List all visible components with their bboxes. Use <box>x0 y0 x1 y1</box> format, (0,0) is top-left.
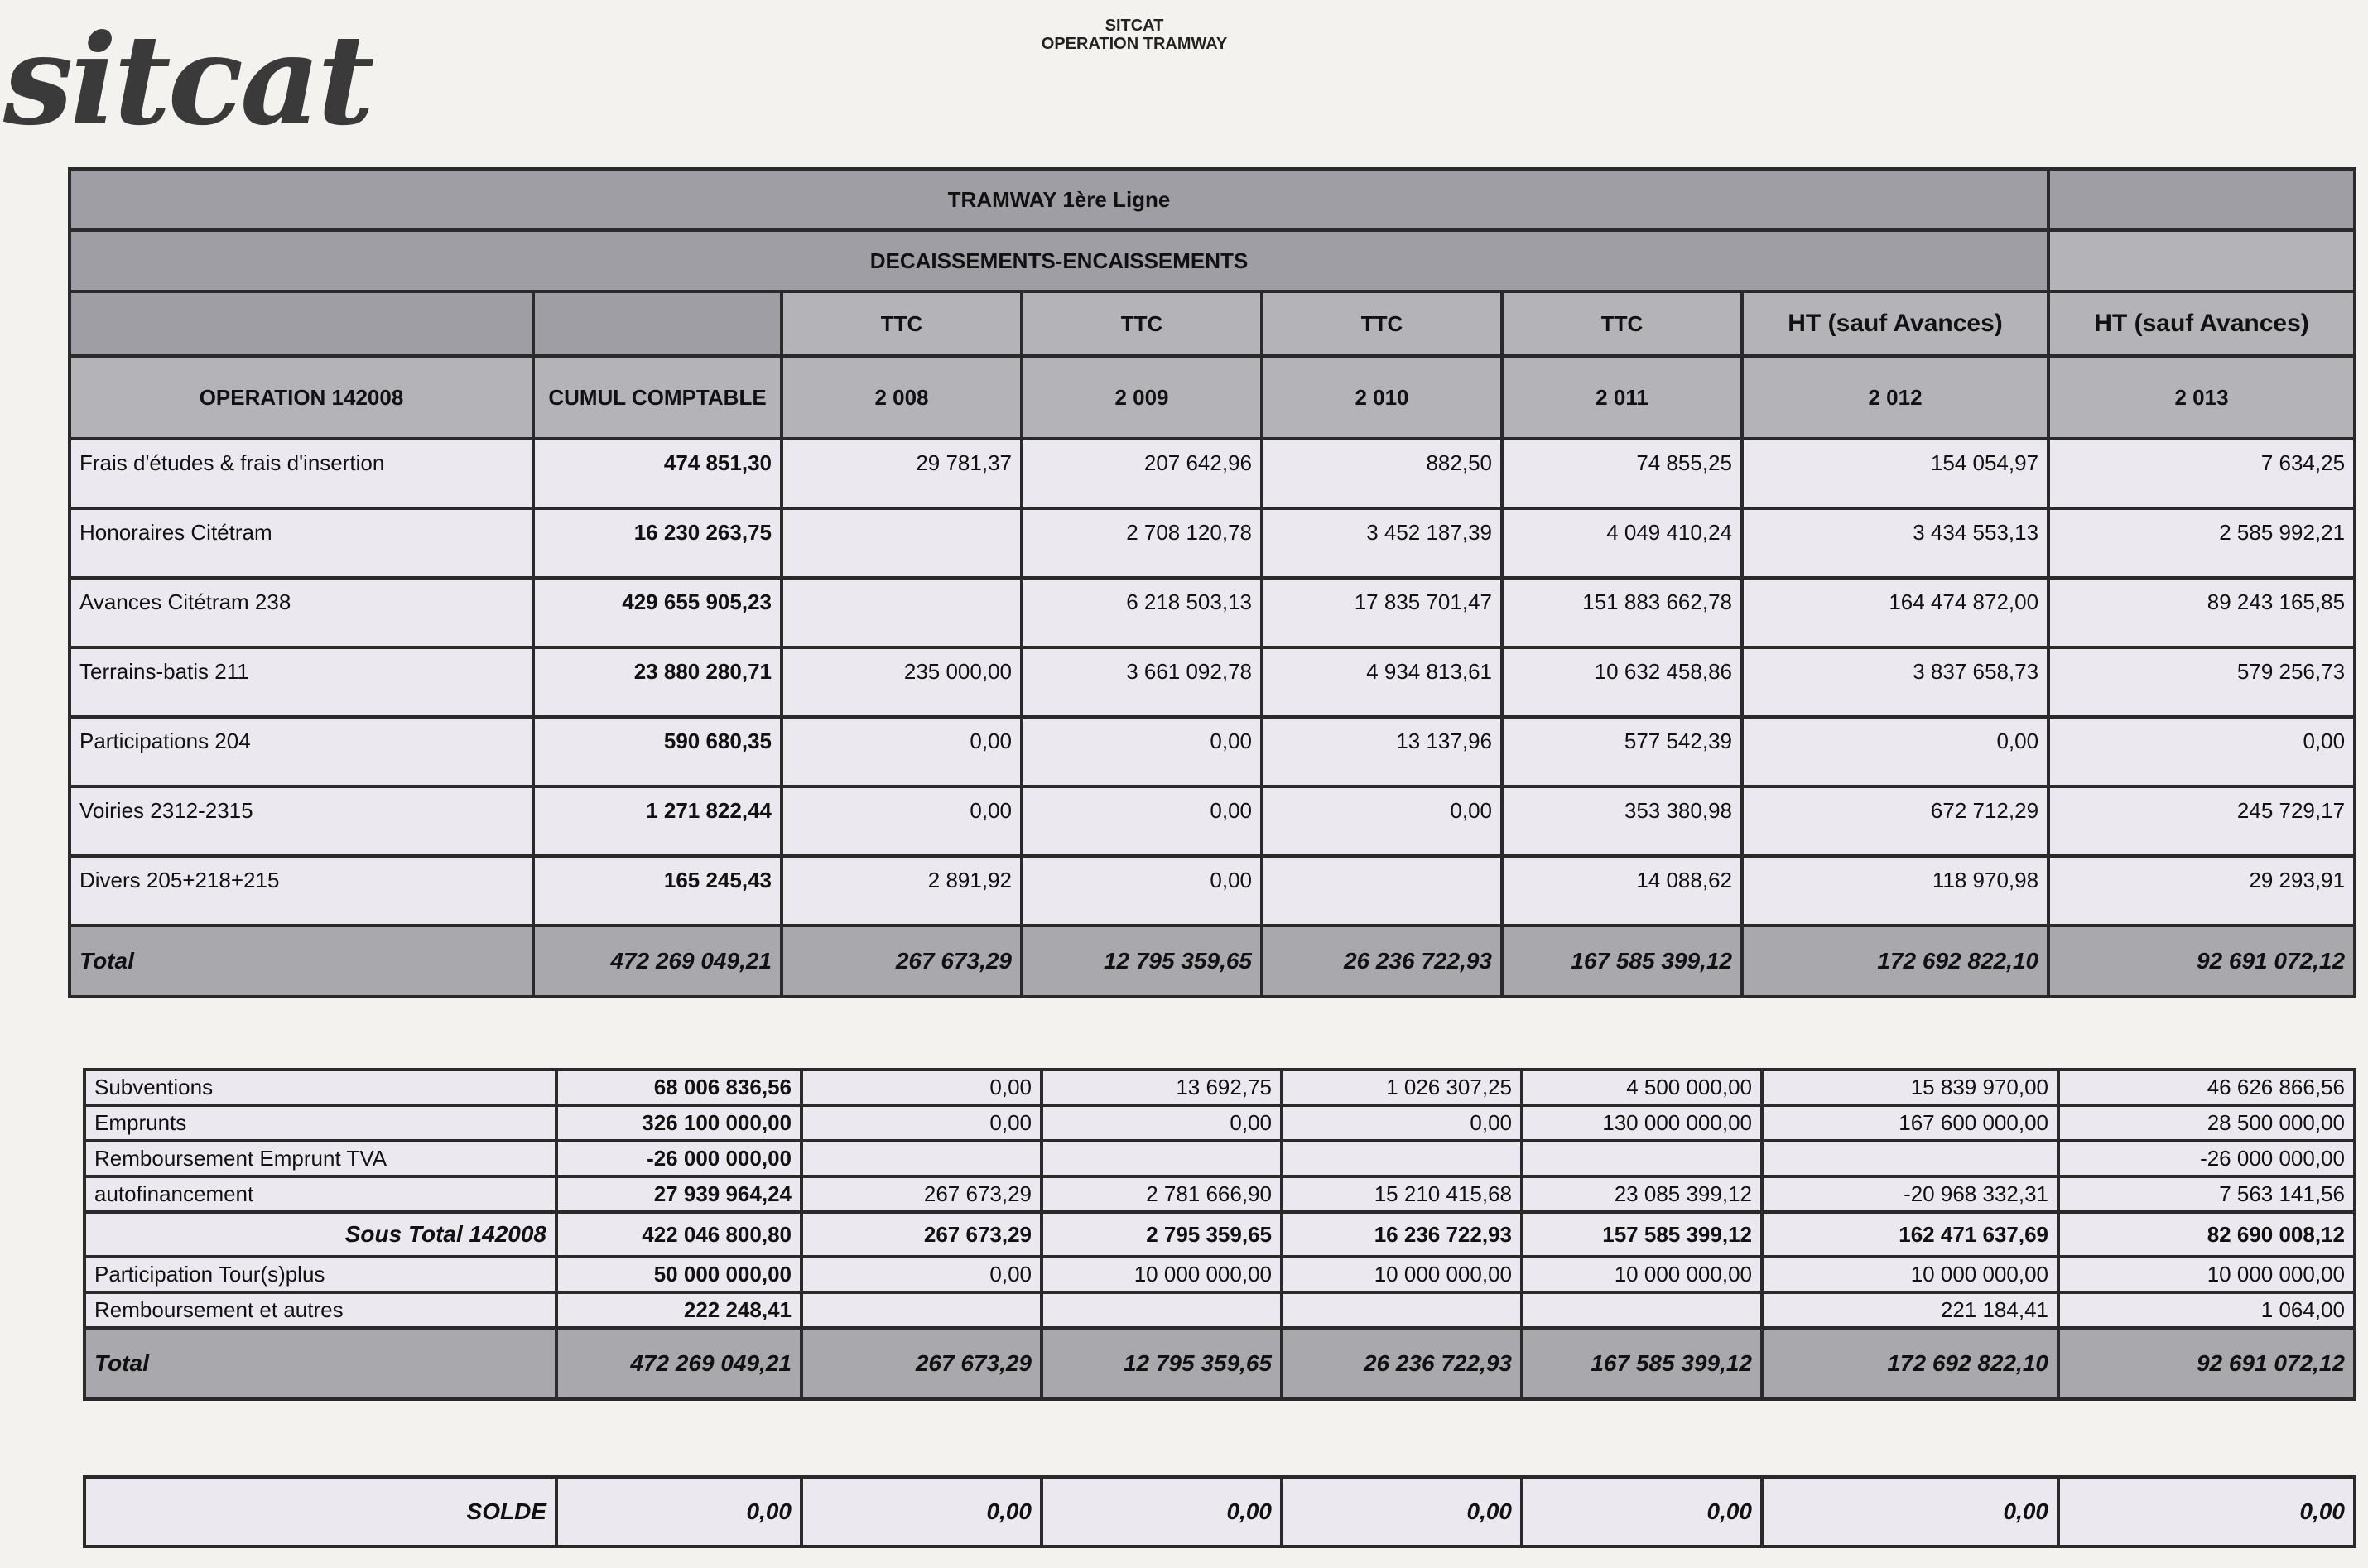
value-cell: 10 000 000,00 <box>1042 1257 1282 1292</box>
value-cell: 10 000 000,00 <box>1522 1257 1762 1292</box>
value-cell: 74 855,25 <box>1502 439 1742 508</box>
value-cell: 23 085 399,12 <box>1522 1176 1762 1212</box>
solde-row <box>84 1477 2355 1546</box>
value-cell: 10 632 458,86 <box>1502 647 1742 717</box>
row-label: Honoraires Citétram <box>70 508 533 578</box>
value-cell: 245 729,17 <box>2048 786 2355 856</box>
tax-header: HT (sauf Avances) <box>1742 291 2048 356</box>
subtotal-cumul: 422 046 800,80 <box>556 1212 801 1257</box>
value-cell: 235 000,00 <box>782 647 1022 717</box>
value-cell: 17 835 701,47 <box>1262 578 1502 647</box>
value-cell: 4 934 813,61 <box>1262 647 1502 717</box>
value-cell: 0,00 <box>801 1070 1042 1105</box>
cumul-cell: 590 680,35 <box>533 717 782 786</box>
value-cell: 1 064,00 <box>2058 1292 2355 1328</box>
total-cell: 26 236 722,93 <box>1282 1328 1522 1399</box>
value-cell <box>1522 1141 1762 1176</box>
cumul-cell: 27 939 964,24 <box>556 1176 801 1212</box>
year-header: 2 012 <box>1742 356 2048 439</box>
table-title: TRAMWAY 1ère Ligne <box>70 169 2048 230</box>
total-cell: 92 691 072,12 <box>2048 926 2355 997</box>
value-cell <box>1042 1292 1282 1328</box>
value-cell <box>1282 1141 1522 1176</box>
value-cell: 0,00 <box>1262 786 1502 856</box>
table-row <box>84 1292 2355 1328</box>
value-cell: -20 968 332,31 <box>1762 1176 2058 1212</box>
value-cell: 89 243 165,85 <box>2048 578 2355 647</box>
row-label: Remboursement et autres <box>84 1292 556 1328</box>
value-cell: 118 970,98 <box>1742 856 2048 926</box>
solde-cell: 0,00 <box>1282 1477 1522 1546</box>
value-cell: -26 000 000,00 <box>2058 1141 2355 1176</box>
cumul-cell: 474 851,30 <box>533 439 782 508</box>
value-cell: 2 708 120,78 <box>1022 508 1262 578</box>
value-cell <box>801 1292 1042 1328</box>
year-header: 2 013 <box>2048 356 2355 439</box>
value-cell: 579 256,73 <box>2048 647 2355 717</box>
value-cell: 0,00 <box>1042 1105 1282 1141</box>
table-row <box>84 1070 2355 1105</box>
subtotal-cell: 16 236 722,93 <box>1282 1212 1522 1257</box>
subtotal-cell: 2 795 359,65 <box>1042 1212 1282 1257</box>
total-cell: 172 692 822,10 <box>1742 926 2048 997</box>
cumul-header: CUMUL COMPTABLE <box>533 356 782 439</box>
cumul-cell: 50 000 000,00 <box>556 1257 801 1292</box>
value-cell: 3 661 092,78 <box>1022 647 1262 717</box>
value-cell: 2 781 666,90 <box>1042 1176 1282 1212</box>
value-cell <box>782 508 1022 578</box>
total-label: Total <box>70 926 533 997</box>
value-cell: 2 585 992,21 <box>2048 508 2355 578</box>
row-label: Voiries 2312-2315 <box>70 786 533 856</box>
value-cell: 0,00 <box>801 1105 1042 1141</box>
value-cell: 221 184,41 <box>1762 1292 2058 1328</box>
row-label: Subventions <box>84 1070 556 1105</box>
value-cell: 672 712,29 <box>1742 786 2048 856</box>
value-cell: 3 452 187,39 <box>1262 508 1502 578</box>
value-cell: 207 642,96 <box>1022 439 1262 508</box>
total-cell: 26 236 722,93 <box>1262 926 1502 997</box>
value-cell: 13 137,96 <box>1262 717 1502 786</box>
solde-cell: 0,00 <box>2058 1477 2355 1546</box>
sitcat-logo: sitcat <box>3 7 372 153</box>
row-label: Participations 204 <box>70 717 533 786</box>
value-cell: 7 563 141,56 <box>2058 1176 2355 1212</box>
value-cell: 0,00 <box>1742 717 2048 786</box>
cumul-cell: 429 655 905,23 <box>533 578 782 647</box>
total-cell: 12 795 359,65 <box>1022 926 1262 997</box>
value-cell: 577 542,39 <box>1502 717 1742 786</box>
solde-label: SOLDE <box>84 1477 556 1546</box>
value-cell: 0,00 <box>1282 1105 1522 1141</box>
tax-header: HT (sauf Avances) <box>2048 291 2355 356</box>
solde-cumul: 0,00 <box>556 1477 801 1546</box>
total-cumul: 472 269 049,21 <box>556 1328 801 1399</box>
table-row <box>70 508 2355 578</box>
value-cell: 46 626 866,56 <box>2058 1070 2355 1105</box>
cumul-cell: -26 000 000,00 <box>556 1141 801 1176</box>
subtotal-cell: 162 471 637,69 <box>1762 1212 2058 1257</box>
cumul-cell: 23 880 280,71 <box>533 647 782 717</box>
value-cell <box>1042 1141 1282 1176</box>
total-cell: 12 795 359,65 <box>1042 1328 1282 1399</box>
row-label: Emprunts <box>84 1105 556 1141</box>
value-cell: 164 474 872,00 <box>1742 578 2048 647</box>
value-cell: 882,50 <box>1262 439 1502 508</box>
value-cell: 130 000 000,00 <box>1522 1105 1762 1141</box>
value-cell: 10 000 000,00 <box>2058 1257 2355 1292</box>
value-cell: 29 781,37 <box>782 439 1022 508</box>
table-row <box>84 1257 2355 1292</box>
subtotal-cell: 82 690 008,12 <box>2058 1212 2355 1257</box>
value-cell: 10 000 000,00 <box>1282 1257 1522 1292</box>
value-cell <box>1282 1292 1522 1328</box>
value-cell: 0,00 <box>782 786 1022 856</box>
row-label: Avances Citétram 238 <box>70 578 533 647</box>
row-label: Participation Tour(s)plus <box>84 1257 556 1292</box>
solde-cell: 0,00 <box>801 1477 1042 1546</box>
tax-header: TTC <box>1502 291 1742 356</box>
year-header: 2 009 <box>1022 356 1262 439</box>
year-header: 2 010 <box>1262 356 1502 439</box>
value-cell: 13 692,75 <box>1042 1070 1282 1105</box>
value-cell: 167 600 000,00 <box>1762 1105 2058 1141</box>
total-row <box>70 926 2355 997</box>
cumul-cell: 16 230 263,75 <box>533 508 782 578</box>
value-cell: 151 883 662,78 <box>1502 578 1742 647</box>
value-cell: 2 891,92 <box>782 856 1022 926</box>
row-label: Divers 205+218+215 <box>70 856 533 926</box>
row-label: autofinancement <box>84 1176 556 1212</box>
tax-header: TTC <box>782 291 1022 356</box>
value-cell: 29 293,91 <box>2048 856 2355 926</box>
operation-header: OPERATION 142008 <box>70 356 533 439</box>
cumul-cell: 222 248,41 <box>556 1292 801 1328</box>
solde-cell: 0,00 <box>1042 1477 1282 1546</box>
value-cell: 0,00 <box>1022 856 1262 926</box>
value-cell: 353 380,98 <box>1502 786 1742 856</box>
value-cell <box>1262 856 1502 926</box>
total-label: Total <box>84 1328 556 1399</box>
total-cell: 267 673,29 <box>801 1328 1042 1399</box>
value-cell <box>1762 1141 2058 1176</box>
table-row <box>70 578 2355 647</box>
cumul-cell: 68 006 836,56 <box>556 1070 801 1105</box>
value-cell: 4 049 410,24 <box>1502 508 1742 578</box>
value-cell: 3 837 658,73 <box>1742 647 2048 717</box>
row-label: Remboursement Emprunt TVA <box>84 1141 556 1176</box>
table-row <box>70 856 2355 926</box>
table-row <box>84 1105 2355 1141</box>
value-cell: 0,00 <box>801 1257 1042 1292</box>
table-row <box>84 1176 2355 1212</box>
solde-cell: 0,00 <box>1762 1477 2058 1546</box>
year-header: 2 008 <box>782 356 1022 439</box>
document-subtitle: OPERATION TRAMWAY <box>1041 35 1228 53</box>
table-row <box>70 439 2355 508</box>
total-cell: 167 585 399,12 <box>1522 1328 1762 1399</box>
subtotal-cell: 157 585 399,12 <box>1522 1212 1762 1257</box>
value-cell: 0,00 <box>1022 786 1262 856</box>
value-cell: 3 434 553,13 <box>1742 508 2048 578</box>
solde-table <box>83 1475 2356 1548</box>
value-cell <box>782 578 1022 647</box>
subtotal-cell: 267 673,29 <box>801 1212 1042 1257</box>
value-cell: 15 210 415,68 <box>1282 1176 1522 1212</box>
value-cell <box>801 1141 1042 1176</box>
cumul-cell: 1 271 822,44 <box>533 786 782 856</box>
total-cumul: 472 269 049,21 <box>533 926 782 997</box>
solde-cell: 0,00 <box>1522 1477 1762 1546</box>
value-cell: 267 673,29 <box>801 1176 1042 1212</box>
value-cell: 7 634,25 <box>2048 439 2355 508</box>
org-name: SITCAT <box>1105 17 1164 35</box>
subtotal-label: Sous Total 142008 <box>84 1212 556 1257</box>
decaissements-table <box>68 167 2356 998</box>
document-header <box>969 17 1300 53</box>
value-cell: 28 500 000,00 <box>2058 1105 2355 1141</box>
total-cell: 267 673,29 <box>782 926 1022 997</box>
subtotal-row <box>84 1212 2355 1257</box>
cumul-cell: 326 100 000,00 <box>556 1105 801 1141</box>
value-cell: 10 000 000,00 <box>1762 1257 2058 1292</box>
encaissements-table <box>83 1068 2356 1401</box>
table-row <box>70 786 2355 856</box>
value-cell <box>1522 1292 1762 1328</box>
total-cell: 92 691 072,12 <box>2058 1328 2355 1399</box>
table-subtitle: DECAISSEMENTS-ENCAISSEMENTS <box>70 230 2048 291</box>
total-cell: 172 692 822,10 <box>1762 1328 2058 1399</box>
value-cell: 1 026 307,25 <box>1282 1070 1522 1105</box>
year-header: 2 011 <box>1502 356 1742 439</box>
value-cell: 6 218 503,13 <box>1022 578 1262 647</box>
cumul-cell: 165 245,43 <box>533 856 782 926</box>
tax-header: TTC <box>1022 291 1262 356</box>
row-label: Frais d'études & frais d'insertion <box>70 439 533 508</box>
total-row <box>84 1328 2355 1399</box>
value-cell: 0,00 <box>782 717 1022 786</box>
row-label: Terrains-batis 211 <box>70 647 533 717</box>
value-cell: 4 500 000,00 <box>1522 1070 1762 1105</box>
value-cell: 0,00 <box>2048 717 2355 786</box>
tax-header: TTC <box>1262 291 1502 356</box>
value-cell: 15 839 970,00 <box>1762 1070 2058 1105</box>
value-cell: 14 088,62 <box>1502 856 1742 926</box>
value-cell: 154 054,97 <box>1742 439 2048 508</box>
table-row <box>70 647 2355 717</box>
value-cell: 0,00 <box>1022 717 1262 786</box>
table-row <box>70 717 2355 786</box>
table-row <box>84 1141 2355 1176</box>
total-cell: 167 585 399,12 <box>1502 926 1742 997</box>
